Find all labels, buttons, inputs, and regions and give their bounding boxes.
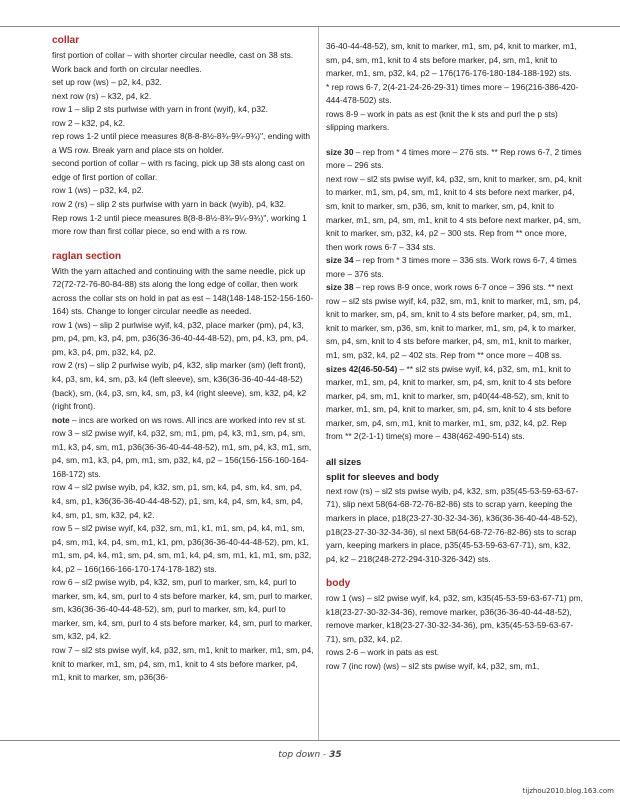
size-38-label: size 38	[326, 282, 354, 293]
sizes-42-label: sizes 42(46-50-54)	[326, 363, 398, 374]
page-number: 35	[329, 750, 342, 760]
right-column	[326, 40, 584, 673]
collar-line: row 2 – k32, p4, k2.	[52, 117, 126, 128]
size-30	[326, 146, 584, 173]
all-sizes-heading: all sizes	[326, 456, 362, 467]
raglan-intro: With the yarn attached and continuing with the same needle, pick up 72(72-72-76-80-84-88) sts along the long edge of collar, then work across the collar sts on hold in pat as est – 148(148-148-152-156-160-164) sts. Change to longer circular needle as needed.	[52, 265, 314, 317]
size-30-label: size 30	[326, 146, 354, 157]
body-row-7: row 7 (inc row) (ws) – sl2 sts pwise wyif, k4, p32, sm, m1,	[326, 660, 540, 671]
size-38	[326, 281, 584, 362]
collar-line: row 1 (ws) – p32, k4, p2.	[52, 185, 144, 196]
body-row-1: row 1 (ws) – sl2 pwise wyif, k4, p32, sm, k35(45-53-59-63-67-71) pm, k18(23-27-30-32-34-36), remove marker, p36(36-36-40-44-48-52), remove marker, k18(23-27-30-32-34-36), pm, k35(45-53-59-63-67-71), sm, p32, k4, p2.	[326, 593, 583, 644]
rows-8-9: rows 8-9 – work in pats as est (knit the k sts and purl the p sts) slipping markers.	[326, 108, 558, 133]
note-text: – incs are worked on ws rows. All incs are worked into rev st st.	[69, 414, 307, 425]
size-38-text: – rep rows 8-9 once, work rows 6-7 once – 396 sts. ** next row – sl2 sts pwise wyif, k4, p32, sm, m1, knit to marker, m1, sm, p4, knit to marker, sm, p4, sm, knit to 4 sts before marker, p4, sm, m1, knit to marker, sm, p36, sm, knit to marker, m1, sm, p4, k to marker, sm, p4, sm, knit to 4 sts before marker, p4, sm, m1, knit to marker, m1, sm, p32, k4, p2 – 402 sts. Rep from ** once more – 408 ss.	[326, 282, 581, 361]
body-rows-2-6: rows 2-6 – work in pats as est.	[326, 647, 440, 658]
page-footer	[0, 750, 620, 760]
collar-line: row 1 – slip 2 sts purlwise with yarn in front (wyif), k4, p32.	[52, 104, 268, 115]
sizes-42	[326, 363, 584, 444]
collar-line: row 2 (rs) – slip 2 sts purlwise with yarn in back (wyib), p4, k32.	[52, 199, 287, 210]
collar-line: Rep rows 1-2 until piece measures 8(8-8-8½-8¾-9¼-9¾)", working 1 more row than first collar piece, so end with a rs row.	[52, 212, 307, 237]
size-30-text: – rep from * 4 times more – 276 sts. ** Rep rows 6-7, 2 times more – 296 sts.	[326, 146, 582, 171]
raglan-row-2: row 2 (rs) – slip 2 purlwise wyib, p4, k32, slip marker (sm) (left front), k4, p3, sm, k4, sm, p3, k4 (left sleeve), sm, k36(36-36-40-44-48-52) (back), sm, (k4, p3, sm, k4, sm, p3, k4 (right sleeve), sm, k32, p4, k2 (right front).	[52, 360, 307, 412]
body-heading: body	[326, 578, 351, 590]
size-34-text: – rep from * 3 times more – 336 sts. Work rows 6-7, 4 times more – 376 sts.	[326, 255, 577, 279]
raglan-row-6: row 6 – sl2 pwise wyib, p4, k32, sm, purl to marker, sm, k4, purl to marker, sm, k4, sm, purl to 4 sts before marker, k4, sm, purl to marker, sm, k36(36-36-40-44-48-52), sm, purl to marker, sm, k4, purl to marker, sm, k4, sm, purl to 4 sts before marker, k4, sm, purl to marker, sm, k32, p4, k2.	[52, 577, 313, 642]
size-34-label: size 34	[326, 255, 354, 266]
repeat-rows: * rep rows 6-7, 2(4-21-24-26-29-31) times more – 196(216-386-420-444-478-502) sts.	[326, 81, 579, 106]
raglan-row-7: row 7 – sl2 sts pwise wyif, k4, p32, sm, m1, knit to marker, m1, sm, p4, knit to marker, m1, sm, p4, sm, m1, knit to 4 sts before marker, p4, m1, knit to marker, sm, p36(36-	[52, 644, 314, 683]
raglan-row-3: row 3 – sl2 pwise wyif, k4, p32, sm, m1, pm, p4, k3, m1, sm, p4, sm, m1, k3, p4, sm, m1, p36(36-36-40-44-48-52), m1, sm, p4, k3, m1, sm, p4, sm, m1, k3, p4, pm, m1, sm, p32, k4, p2 – 156(156-156-160-164-168-172) sts.	[52, 428, 312, 479]
column-divider	[318, 27, 319, 740]
collar-line: set up row (ws) – p2, k4, p32.	[52, 77, 162, 88]
size-34	[326, 254, 584, 281]
left-column	[52, 34, 314, 685]
collar-intro: first portion of collar – with shorter circular needle, cast on 38 sts. Work back and forth on circular needles.	[52, 50, 294, 74]
raglan-row-4: row 4 – sl2 pwise wyib, p4, k32, sm, p1, sm, k4, p4, sm, k4, sm, p4, k4, sm, p1, k36(36-36-40-44-48-52), p1, sm, k4, p4, sm, k4, sm, p4, k4, sm, p1, sm, k32, p4, k2.	[52, 482, 303, 520]
collar-line: rep rows 1-2 until piece measures 8(8-8-8½-8¾-9¼-9¾)", ending with a WS row. Break yarn and place sts on holder.	[52, 131, 311, 155]
raglan-heading: raglan section	[52, 250, 122, 262]
footer-text: top down -	[278, 750, 330, 760]
raglan-row-1: row 1 (ws) – slip 2 purlwise wyif, k4, p32, place marker (pm), p4, k3, pm, p4, pm, k3, p4, pm, p36(36-36-40-44-48-52), pm, p4, k3, pm, p4, pm, k3, p4, pm, p32, k4, p2.	[52, 319, 309, 357]
top-rule	[0, 26, 620, 27]
split-text: next row (rs) – sl2 sts pwise wyib, p4, k32, sm, p35(45-53-59-63-67-71), slip next 58(64-68-72-76-82-86) sts to scrap yarn, keeping the markers in place, p18(23-27-30-32-34-36), k36(36-36-40-44-48-52), p18(23-27-30-32-34-36), sl next 58(64-68-72-76-82-86) sts to scrap yarn, keeping markers in place, p35(45-53-59-63-67-71), sm, k32, p4, k2 – 218(248-272-294-310-326-342) sts.	[326, 485, 579, 564]
size-30-next: next row – sl2 sts pwise wyif, k4, p32, sm, knit to marker, sm, p4, knit to marker, m1, sm, p4, sm, m1, knit to 4 sts before next marker, p4, sm, knit to marker, sm, p36, sm, knit to marker, sm, p4, knit to marker, m1, sm, p4, sm, m1, knit to 4 sts before next marker, p4, sm, knit to marker, sm, p32, k4, p2 – 300 sts. Rep from ** once more, then work rows 6-7 – 334 sts.	[326, 173, 582, 252]
collar-line: second portion of collar – with rs facing, pick up 38 sts along cast on edge of first portion of collar.	[52, 158, 305, 182]
raglan-note	[52, 414, 314, 428]
watermark: tijzhou2010.blog.163.com	[522, 787, 614, 795]
split-heading: split for sleeves and body	[326, 471, 439, 482]
note-label: note	[52, 414, 70, 425]
collar-line: next row (rs) – k32, p4, k2.	[52, 90, 152, 101]
raglan-row-5: row 5 – sl2 pwise wyif, k4, p32, sm, m1, k1, m1, sm, p4, k4, m1, sm, p4, sm, m1, k4, p4, sm, m1, k1, pm, p36(36-36-40-44-48-52), pm, k1, m1, sm, p4, k4, m1, sm, p4, sm, m1, k4, p4, sm, m1, k1, m1, sm, p32, k4, p2 – 166(166-166-170-174-178-182) sts.	[52, 523, 312, 574]
collar-heading: collar	[52, 35, 80, 46]
footer-rule	[0, 740, 620, 741]
row-7-continued: 36-40-44-48-52), sm, knit to marker, m1, sm, p4, knit to marker, m1, sm, p4, sm, m1, knit to 4 sts before marker, p4, sm, m1, knit to marker, m1, sm, p32, k4, p2 – 176(176-176-180-184-188-192) sts.	[326, 41, 577, 79]
sizes-42-text: – ** sl2 sts pwise wyif, k4, p32, sm, m1, knit to marker, m1, sm, p4, knit to marker, sm, p4, sm, knit to 4 sts before marker, p4, sm, m1, knit to marker, sm, p40(44-48-52), sm, knit to marker, m1, sm, p4, knit to marker, sm, p4, sm, knit to 4 sts before marker, sm, p4, sm, m1, knit to marker, m1, sm, p32, k4, p2. Rep from ** 2(2-1-1) time(s) more – 438(462-490-514) sts.	[326, 363, 572, 442]
